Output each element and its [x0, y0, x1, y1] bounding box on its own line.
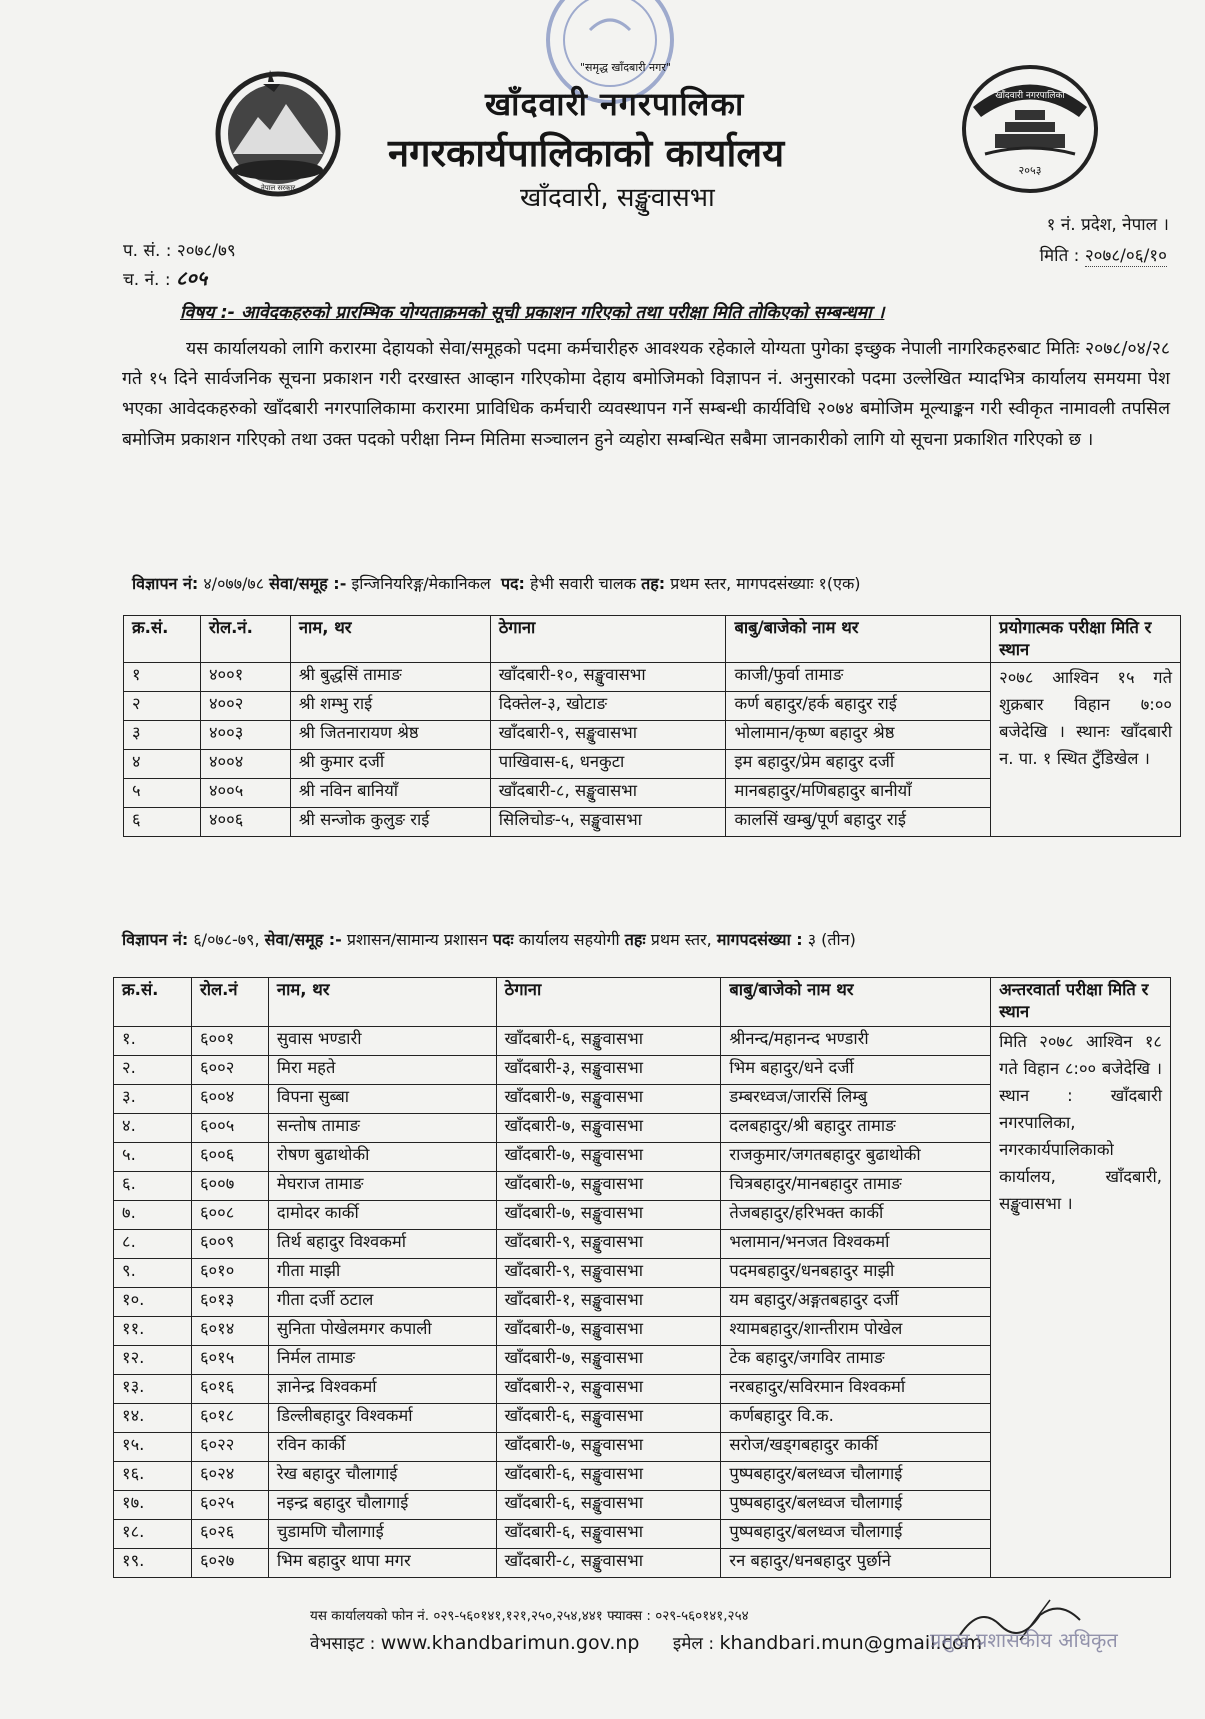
address-cell: खाँदबारी-७, सङ्खुवासभा — [496, 1346, 721, 1375]
guardian-cell: राजकुमार/जगतबहादुर बुढाथोकी — [721, 1143, 991, 1172]
guardian-cell: कर्ण बहादुर/हर्क बहादुर राई — [726, 692, 991, 721]
post-label: पद: — [500, 574, 525, 593]
serial-cell: १२. — [114, 1346, 192, 1375]
roll-cell: ६००५ — [191, 1114, 268, 1143]
guardian-cell: पुष्पबहादुर/बलध्वज चौलागाई — [721, 1462, 991, 1491]
serial-cell: १५. — [114, 1433, 192, 1462]
address-cell: खाँदबारी-७, सङ्खुवासभा — [496, 1085, 721, 1114]
guardian-cell: तेजबहादुर/हरिभक्त कार्की — [721, 1201, 991, 1230]
serial-cell: ४. — [114, 1114, 192, 1143]
serial-cell: ११. — [114, 1317, 192, 1346]
name-cell: ज्ञानेन्द्र विश्वकर्मा — [268, 1375, 496, 1404]
serial-cell: १ — [124, 663, 201, 692]
name-cell: दामोदर कार्की — [268, 1201, 496, 1230]
email-label: इमेल : — [672, 1634, 715, 1654]
guardian-cell: पुष्पबहादुर/बलध्वज चौलागाई — [721, 1520, 991, 1549]
name-cell: गीता माझी — [268, 1259, 496, 1288]
name-cell: श्री कुमार दर्जी — [290, 750, 490, 779]
serial-cell: १९. — [114, 1549, 192, 1578]
guardian-cell: पुष्पबहादुर/बलध्वज चौलागाई — [721, 1491, 991, 1520]
address-cell: दिक्तेल-३, खोटाङ — [490, 692, 726, 721]
guardian-cell: इम बहादुर/प्रेम बहादुर दर्जी — [726, 750, 991, 779]
svg-text:नेपाल सरकार: नेपाल सरकार — [260, 184, 296, 192]
adv-number: ६/०७८-७९, — [193, 930, 260, 949]
column-header: क्र.सं. — [114, 978, 192, 1027]
address-cell: खाँदबारी-२, सङ्खुवासभा — [496, 1375, 721, 1404]
name-cell: रोषण बुढाथोकी — [268, 1143, 496, 1172]
address-cell: खाँदबारी-७, सङ्खुवासभा — [496, 1143, 721, 1172]
name-cell: श्री नविन बानियाँ — [290, 779, 490, 808]
date-label: मिति : — [1039, 246, 1080, 266]
roll-cell: ६००८ — [191, 1201, 268, 1230]
group-value: इन्जिनियरिङ्ग/मेकानिकल — [351, 574, 491, 593]
serial-cell: २. — [114, 1056, 192, 1085]
serial-cell: १. — [114, 1027, 192, 1056]
guardian-cell: श्रीनन्द/महानन्द भण्डारी — [721, 1027, 991, 1056]
name-cell: नइन्द्र बहादुर चौलागाई — [268, 1491, 496, 1520]
roll-cell: ६०२६ — [191, 1520, 268, 1549]
level-value: प्रथम स्तर, — [650, 930, 712, 949]
name-cell: सन्तोष तामाङ — [268, 1114, 496, 1143]
column-header: रोल.नं. — [200, 616, 290, 663]
guardian-cell: श्यामबहादुर/शान्तीराम पोखेल — [721, 1317, 991, 1346]
address-cell: खाँदबारी-१, सङ्खुवासभा — [496, 1288, 721, 1317]
serial-cell: ३ — [124, 721, 201, 750]
guardian-cell: भिम बहादुर/धने दर्जी — [721, 1056, 991, 1085]
column-header: नाम, थर — [268, 978, 496, 1027]
roll-cell: ६०१० — [191, 1259, 268, 1288]
serial-cell: ६ — [124, 808, 201, 837]
applicant-table-1 — [123, 615, 1181, 837]
address-cell: खाँदबारी-७, सङ्खुवासभा — [496, 1201, 721, 1230]
guardian-cell: रन बहादुर/धनबहादुर पुर्छाने — [721, 1549, 991, 1578]
name-cell: विपना सुब्बा — [268, 1085, 496, 1114]
name-cell: भिम बहादुर थापा मगर — [268, 1549, 496, 1578]
guardian-cell: भलामान/भनजत विश्वकर्मा — [721, 1230, 991, 1259]
address-cell: पाखिवास-६, धनकुटा — [490, 750, 726, 779]
name-cell: श्री बुद्धसिं तामाङ — [290, 663, 490, 692]
column-header: रोल.नं — [191, 978, 268, 1027]
guardian-cell: टेक बहादुर/जगविर तामाङ — [721, 1346, 991, 1375]
name-cell: निर्मल तामाङ — [268, 1346, 496, 1375]
address-cell: खाँदबारी-७, सङ्खुवासभा — [496, 1317, 721, 1346]
serial-cell: १७. — [114, 1491, 192, 1520]
name-cell: तिर्थ बहादुर विश्वकर्मा — [268, 1230, 496, 1259]
contact-line: यस कार्यालयको फोन नं. ०२९-५६०१४१,१२१,२५०,२५४,४४१ फ्याक्स : ०२९-५६०१४१,२५४ — [310, 1608, 749, 1624]
post-value: हेभी सवारी चालक — [530, 574, 637, 593]
roll-cell: ४००३ — [200, 721, 290, 750]
address-cell: खाँदबारी-७, सङ्खुवासभा — [496, 1172, 721, 1201]
roll-cell: ६००९ — [191, 1230, 268, 1259]
serial-cell: १६. — [114, 1462, 192, 1491]
serial-cell: ३. — [114, 1085, 192, 1114]
roll-cell: ६०१४ — [191, 1317, 268, 1346]
advertisement-1-heading — [132, 572, 860, 594]
roll-cell: ६००१ — [191, 1027, 268, 1056]
web-contact-line — [310, 1631, 1010, 1654]
serial-cell: १०. — [114, 1288, 192, 1317]
group-label: सेवा/समूह :- — [269, 574, 347, 593]
column-header: ठेगाना — [490, 616, 726, 663]
column-header: ठेगाना — [496, 978, 721, 1027]
roll-cell: ६०२५ — [191, 1491, 268, 1520]
roll-cell: ६००४ — [191, 1085, 268, 1114]
notice-body: यस कार्यालयको लागि करारमा देहायको सेवा/समूहको पदमा कर्मचारीहरु आवश्यक रहेकाले योग्यता पुगेका इच्छुक नेपाली नागरिकहरुबाट मितिः २०७८/०४/२८ गते १५ दिने सार्वजनिक सूचना प्रकाशन गरी दरखास्त आव्हान गरिएकोमा देहाय बमोजिमको विज्ञापन नं. अनुसारको पदमा उल्लेखित म्यादभित्र कार्यालय समयमा पेश भएका आवेदकहरुको खाँदबारी नगरपालिकामा करारमा प्राविधिक कर्मचारी व्यवस्थापन गर्ने सम्बन्धी कार्यविधि २०७४ बमोजिम मूल्याङ्कन गरी स्वीकृत नामावली तपसिल बमोजिम प्रकाशन गरिएको तथा उक्त पदको परीक्षा निम्न मितिमा सञ्चालन हुने व्यहोरा सम्बन्धित सबैमा जानकारीको लागि यो सूचना प्रकाशित गरिएको छ । — [122, 339, 1170, 450]
roll-cell: ६००२ — [191, 1056, 268, 1085]
reference-number: प. सं. : २०७८/७९ — [123, 241, 236, 261]
roll-cell: ६००६ — [191, 1143, 268, 1172]
address-cell: खाँदबारी-१०, सङ्खुवासभा — [490, 663, 726, 692]
address-cell: खाँदबारी-८, सङ्खुवासभा — [490, 779, 726, 808]
roll-cell: ४००१ — [200, 663, 290, 692]
table-row — [114, 1027, 1171, 1056]
serial-cell: ८. — [114, 1230, 192, 1259]
roll-cell: ६०२४ — [191, 1462, 268, 1491]
group-label: सेवा/समूह :- — [264, 930, 342, 949]
table-header-row — [124, 616, 1181, 663]
office-name: नगरकार्यपालिकाको कार्यालय — [388, 131, 785, 175]
level-label: तहः — [624, 930, 646, 949]
nepal-government-emblem-icon — [208, 62, 348, 202]
post-label: पदः — [492, 930, 514, 949]
roll-cell: ६००७ — [191, 1172, 268, 1201]
serial-cell: १४. — [114, 1404, 192, 1433]
name-cell: गीता दर्जी ठटाल — [268, 1288, 496, 1317]
table-row — [124, 663, 1181, 692]
email-link[interactable]: khandbari.mun@gmail.com — [719, 1632, 983, 1654]
count-value: ३ (तीन) — [807, 930, 856, 949]
address-cell: खाँदबारी-६, सङ्खुवासभा — [496, 1027, 721, 1056]
name-cell: सुनिता पोखेलमगर कपाली — [268, 1317, 496, 1346]
address-cell: खाँदबारी-६, सङ्खुवासभा — [496, 1404, 721, 1433]
name-cell: मेघराज तामाङ — [268, 1172, 496, 1201]
roll-cell: ४००४ — [200, 750, 290, 779]
name-cell: सुवास भण्डारी — [268, 1027, 496, 1056]
address-cell: खाँदबारी-९, सङ्खुवासभा — [496, 1230, 721, 1259]
adv-number: ४/०७७/७८ — [203, 574, 265, 593]
name-cell: रविन कार्की — [268, 1433, 496, 1462]
guardian-cell: चित्रबहादुर/मानबहादुर तामाङ — [721, 1172, 991, 1201]
guardian-cell: मानबहादुर/मणिबहादुर बानीयाँ — [726, 779, 991, 808]
column-header: बाबु/बाजेको नाम थर — [726, 616, 991, 663]
name-cell: श्री सन्जोक कुलुङ राई — [290, 808, 490, 837]
municipality-name: खाँदवारी नगरपालिका — [485, 85, 745, 123]
signatory-title: प्रमुख प्रशासकीय अधिकृत — [930, 1628, 1118, 1652]
exam-schedule-cell: २०७८ आश्विन १५ गते शुक्रबार विहान ७:०० बजेदेखि । स्थानः खाँदबारी न. पा. १ स्थित टुँडिखेल । — [991, 663, 1181, 837]
roll-cell: ६०२२ — [191, 1433, 268, 1462]
column-header: नाम, थर — [290, 616, 490, 663]
province: १ नं. प्रदेश, नेपाल । — [1046, 215, 1169, 235]
dispatch-number-label: च. नं. : — [123, 270, 171, 290]
guardian-cell: सरोज/खड्गबहादुर कार्की — [721, 1433, 991, 1462]
group-value: प्रशासन/सामान्य प्रशासन — [346, 930, 488, 949]
address-cell: खाँदबारी-८, सङ्खुवासभा — [496, 1549, 721, 1578]
website-label: वेभसाइट : — [310, 1634, 376, 1654]
address-cell: खाँदबारी-९, सङ्खुवासभा — [490, 721, 726, 750]
count-label: मागपदसंख्या : — [716, 930, 803, 949]
post-value: कार्यालय सहयोगी — [518, 930, 620, 949]
guardian-cell: पदमबहादुर/धनबहादुर माझी — [721, 1259, 991, 1288]
roll-cell: ४००५ — [200, 779, 290, 808]
guardian-cell: भोलामान/कृष्ण बहादुर श्रेष्ठ — [726, 721, 991, 750]
municipality-logo-icon — [955, 62, 1105, 197]
dispatch-number — [123, 264, 207, 291]
name-cell: श्री जितनारायण श्रेष्ठ — [290, 721, 490, 750]
guardian-cell: नरबहादुर/सविरमान विश्वकर्मा — [721, 1375, 991, 1404]
date-value: २०७८/०६/१० — [1084, 246, 1167, 266]
guardian-cell: डम्बरध्वज/जारसिं लिम्बु — [721, 1085, 991, 1114]
dispatch-number-value: ८०५ — [175, 266, 208, 290]
column-header: क्र.सं. — [124, 616, 201, 663]
roll-cell: ६०२७ — [191, 1549, 268, 1578]
notice-date — [1040, 243, 1167, 266]
guardian-cell: कालसिं खम्बु/पूर्ण बहादुर राई — [726, 808, 991, 837]
serial-cell: २ — [124, 692, 201, 721]
exam-schedule-cell: मिति २०७८ आश्विन १८ गते विहान ८:०० बजेदेखि । स्थान : खाँदबारी नगरपालिका, नगरकार्यपालिकाको कार्यालय, खाँदबारी, सङ्खुवासभा । — [991, 1027, 1171, 1578]
roll-cell: ६०१३ — [191, 1288, 268, 1317]
serial-cell: ४ — [124, 750, 201, 779]
column-header: अन्तरवार्ता परीक्षा मिति र स्थान — [991, 978, 1171, 1027]
address-cell: खाँदबारी-७, सङ्खुवासभा — [496, 1433, 721, 1462]
roll-cell: ४००२ — [200, 692, 290, 721]
adv-label: विज्ञापन नं: — [122, 930, 189, 949]
address-cell: सिलिचोङ-५, सङ्खुवासभा — [490, 808, 726, 837]
serial-cell: ५. — [114, 1143, 192, 1172]
serial-cell: ६. — [114, 1172, 192, 1201]
serial-cell: १८. — [114, 1520, 192, 1549]
roll-cell: ६०१८ — [191, 1404, 268, 1433]
column-header: बाबु/बाजेको नाम थर — [721, 978, 991, 1027]
name-cell: श्री शम्भु राई — [290, 692, 490, 721]
address-cell: खाँदबारी-६, सङ्खुवासभा — [496, 1491, 721, 1520]
roll-cell: ४००६ — [200, 808, 290, 837]
address-cell: खाँदबारी-९, सङ्खुवासभा — [496, 1259, 721, 1288]
advertisement-2-heading — [122, 928, 856, 950]
roll-cell: ६०१५ — [191, 1346, 268, 1375]
svg-text:खाँदवारी नगरपालिका: खाँदवारी नगरपालिका — [995, 91, 1065, 101]
roll-cell: ६०१६ — [191, 1375, 268, 1404]
serial-cell: ९. — [114, 1259, 192, 1288]
level-label: तह: — [641, 574, 666, 593]
motto: "समृद्ध खाँदबारी नगर" — [580, 61, 671, 74]
guardian-cell: यम बहादुर/अङ्गतबहादुर दर्जी — [721, 1288, 991, 1317]
level-value: प्रथम स्तर, मागपदसंख्याः १(एक) — [670, 574, 861, 593]
name-cell: रेख बहादुर चौलागाई — [268, 1462, 496, 1491]
name-cell: चुडामणि चौलागाई — [268, 1520, 496, 1549]
address-cell: खाँदबारी-६, सङ्खुवासभा — [496, 1462, 721, 1491]
name-cell: मिरा महते — [268, 1056, 496, 1085]
table-header-row — [114, 978, 1171, 1027]
address-cell: खाँदबारी-३, सङ्खुवासभा — [496, 1056, 721, 1085]
address-cell: खाँदबारी-७, सङ्खुवासभा — [496, 1114, 721, 1143]
svg-text:२०५३: २०५३ — [1018, 164, 1042, 177]
serial-cell: ७. — [114, 1201, 192, 1230]
subject-line: विषय :- आवेदकहरुको प्रारम्भिक योग्यताक्रमको सूची प्रकाशन गरिएको तथा परीक्षा मिति तोकिएको सम्बन्धमा । — [180, 303, 885, 323]
office-address: खाँदवारी, सङ्खुवासभा — [520, 183, 715, 213]
serial-cell: ५ — [124, 779, 201, 808]
guardian-cell: काजी/फुर्वा तामाङ — [726, 663, 991, 692]
guardian-cell: कर्णबहादुर वि.क. — [721, 1404, 991, 1433]
applicant-table-2 — [113, 977, 1171, 1578]
adv-label: विज्ञापन नं: — [132, 574, 199, 593]
name-cell: डिल्लीबहादुर विश्वकर्मा — [268, 1404, 496, 1433]
address-cell: खाँदबारी-६, सङ्खुवासभा — [496, 1520, 721, 1549]
website-link[interactable]: www.khandbarimun.gov.np — [380, 1632, 640, 1654]
column-header: प्रयोगात्मक परीक्षा मिति र स्थान — [991, 616, 1181, 663]
guardian-cell: दलबहादुर/श्री बहादुर तामाङ — [721, 1114, 991, 1143]
serial-cell: १३. — [114, 1375, 192, 1404]
